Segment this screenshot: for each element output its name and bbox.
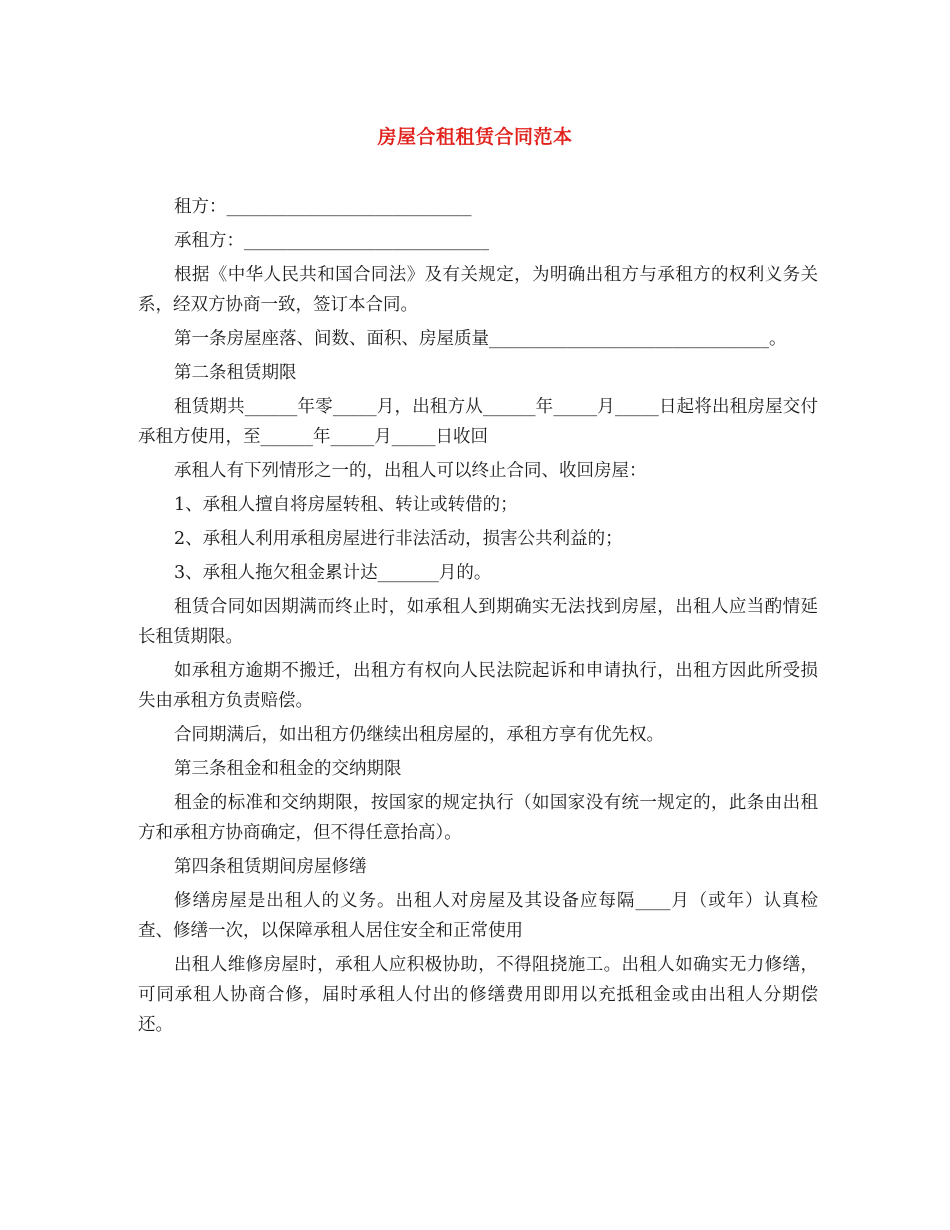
document-body <box>138 192 818 1044</box>
rent-paragraph: 租金的标准和交纳期限，按国家的规定执行（如国家没有统一规定的，此条由出租方和承租方协商确定，但不得任意抬高）。 <box>138 793 818 843</box>
article-4-heading: 第四条租赁期间房屋修缮 <box>174 857 367 877</box>
document-title: 房屋合租租赁合同范本 <box>377 126 573 148</box>
lease-term-paragraph: 租赁期共______年零_____月，出租方从______年_____月_____日起将出租房屋交付承租方使用，至______年_____月_____日收回 <box>138 397 818 447</box>
extension-paragraph: 租赁合同如因期满而终止时，如承租人到期确实无法找到房屋，出租人应当酌情延长租赁期限。 <box>138 597 818 647</box>
termination-condition-1: 1、承租人擅自将房屋转租、转让或转借的； <box>174 495 518 515</box>
repair-cooperation-paragraph: 出租人维修房屋时，承租人应积极协助，不得阻挠施工。出租人如确实无力修缮，可同承租人协商合修，届时承租人付出的修缮费用即用以充抵租金或由出租人分期偿还。 <box>138 955 818 1035</box>
preamble-paragraph: 根据《中华人民共和国合同法》及有关规定，为明确出租方与承租方的权利义务关系，经双方协商一致，签订本合同。 <box>138 265 818 315</box>
article-2-heading: 第二条租赁期限 <box>174 363 297 383</box>
termination-condition-3: 3、承租人拖欠租金累计达_______月的。 <box>174 563 492 583</box>
repair-duty-paragraph: 修缮房屋是出租人的义务。出租人对房屋及其设备应每隔____月（或年）认真检查、修缮一次，以保障承租人居住安全和正常使用 <box>138 891 818 941</box>
priority-paragraph: 合同期满后，如出租方仍继续出租房屋的，承租方享有优先权。 <box>174 725 664 745</box>
article-3-heading: 第三条租金和租金的交纳期限 <box>174 759 402 779</box>
lessor-line: 租方：____________________________ <box>174 197 472 217</box>
lessee-line: 承租方：____________________________ <box>174 231 489 251</box>
termination-condition-2: 2、承租人利用承租房屋进行非法活动，损害公共利益的； <box>174 529 623 549</box>
termination-conditions-intro: 承租人有下列情形之一的，出租人可以终止合同、收回房屋： <box>174 461 647 481</box>
article-1-heading: 第一条房屋座落、间数、面积、房屋质量________________________________。 <box>174 329 787 349</box>
overdue-paragraph: 如承租方逾期不搬迁，出租方有权向人民法院起诉和申请执行，出租方因此所受损失由承租方负责赔偿。 <box>138 661 818 711</box>
